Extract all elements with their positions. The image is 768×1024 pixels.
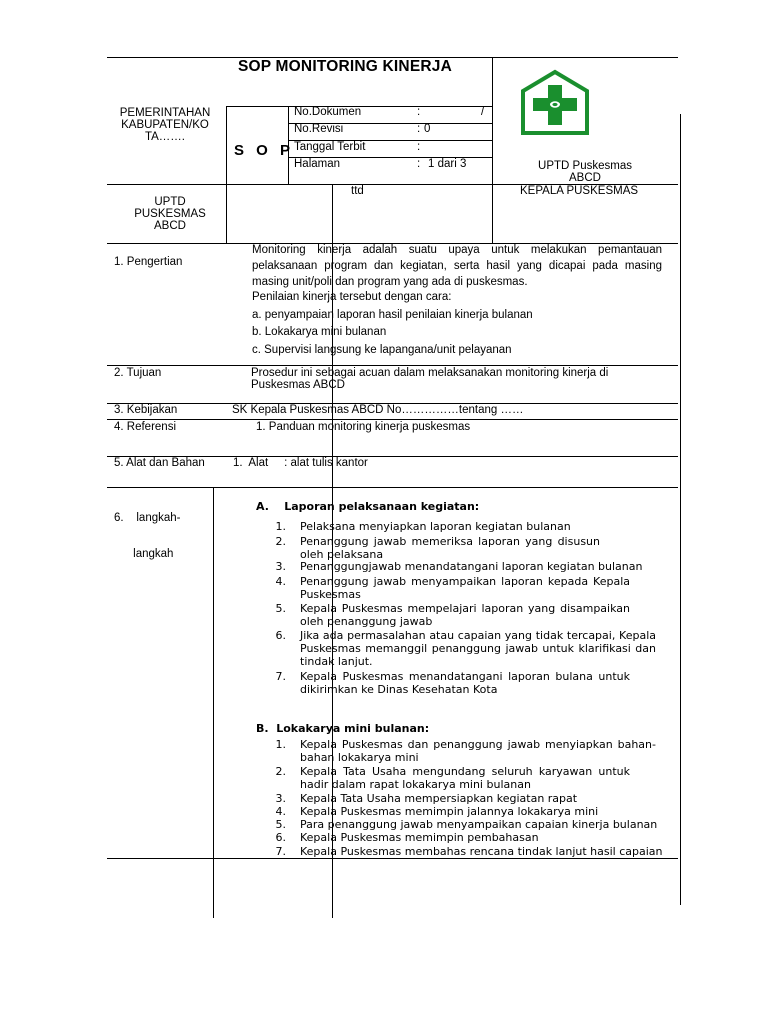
step-number: 1. [275,520,286,533]
org-line: TA……. [144,131,186,143]
meta-label: No.Dokumen [294,106,362,118]
section-line-6 [107,487,678,488]
meta-sep: : [417,141,421,153]
step-text: Jika ada permasalahan atau capaian yang tidak tercapai, Kepala Puskesmas memanggil penanggung jawab untuk klarifikasi dan tindak lanjut. [300,629,656,668]
steps-a-title: A. Laporan pelaksanaan kegiatan: [256,500,480,513]
puskesmas-logo [519,69,591,137]
signature-ttd: ttd [351,185,364,197]
langkah-label-line: langkah [114,548,174,560]
step-number: 3. [275,560,286,573]
step-number: 2. [275,765,286,778]
step-number: 4. [275,805,286,818]
steps-b-title: B. Lokakarya mini bulanan: [256,722,430,735]
step-text: Kepala Tata Usaha mempersiapkan kegiatan rapat [300,792,578,805]
section-label-kebijakan: 3. Kebijakan [114,404,178,416]
step-text: Kepala Puskesmas memimpin pembahasan [300,831,539,844]
step-number: 5. [275,602,286,615]
uptd-name-left [110,196,230,232]
label-col-line [213,488,214,918]
alat-text: 1. Alat : alat tulis kantor [233,457,368,469]
uptd-name-right [492,160,678,184]
head-title: KEPALA PUSKESMAS [520,185,639,197]
meta-sep: : [417,106,421,118]
page-title: SOP MONITORING KINERJA [238,58,452,75]
pengertian-item: b. Lokakarya mini bulanan [252,326,387,338]
pengertian-item: c. Supervisi langsung ke lapangana/unit pelayanan [252,344,512,356]
meta-value: 1 dari 3 [428,158,467,170]
uptd-line: UPTD Puskesmas [538,160,632,172]
meta-value: / [481,106,485,118]
uptd-line: UPTD [154,196,186,208]
step-text: Penanggung jawab menyampaikan laporan kepada Kepala Puskesmas [300,575,630,601]
org-line: KABUPATEN/KO [121,119,209,131]
uptd-line: ABCD [569,172,601,184]
step-text: Kepala Puskesmas membahas rencana tindak lanjut hasil capaian [300,845,663,858]
section-label-alat: 5. Alat dan Bahan [114,457,205,469]
langkah-label-line: 6. langkah- [114,512,181,524]
section-label-referensi: 4. Referensi [114,421,177,433]
bottom-line [107,858,678,859]
step-text: Kepala Puskesmas mempelajari laporan yang disampaikan oleh penanggung jawab [300,602,630,628]
meta-label: Halaman [294,158,341,170]
step-number: 5. [275,818,286,831]
section-line-2 [107,365,678,366]
step-text: Kepala Puskesmas menandatangani laporan bulana untuk dikirimkan ke Dinas Kesehatan Kota [300,670,630,696]
step-text: Pelaksana menyiapkan laporan kegiatan bulanan [300,520,571,533]
referensi-text: 1. Panduan monitoring kinerja puskesmas [256,421,471,433]
step-text: Penanggungjawab menandatangani laporan kegiatan bulanan [300,560,643,573]
puskesmas-logo-icon [519,69,591,137]
step-number: 1. [275,738,286,751]
step-number: 6. [275,629,286,642]
kebijakan-text: SK Kepala Puskesmas ABCD No……………tentang …… [232,404,524,416]
section-label-pengertian: 1. Pengertian [114,256,183,268]
step-text: Penanggung jawab memeriksa laporan yang disusun oleh pelaksana [300,535,600,561]
meta-sep: : [417,158,421,170]
sop-label: S O P [234,142,295,159]
tujuan-text: Prosedur ini sebagai acuan dalam melaksanakan monitoring kinerja di Puskesmas ABCD [251,367,609,391]
step-number: 7. [275,670,286,683]
step-text: Kepala Puskesmas dan penanggung jawab menyiapkan bahan-bahan lokakarya mini [300,738,656,764]
step-text: Kepala Tata Usaha mengundang seluruh karyawan untuk hadir dalam rapat lokakarya mini bulanan [300,765,630,791]
org-name [110,107,220,143]
section-line-4 [107,419,678,420]
step-number: 4. [275,575,286,588]
org-line: PEMERINTAHAN [119,107,211,119]
right-border [680,114,681,905]
step-text: Kepala Puskesmas memimpin jalannya lokakarya mini [300,805,599,818]
meta-value: 0 [424,123,431,135]
uptd-line: ABCD [154,220,186,232]
step-number: 6. [275,831,286,844]
logo-col-left [492,57,493,243]
step-number: 2. [275,535,286,548]
uptd-line: PUSKESMAS [134,208,206,220]
meta-sep: : [417,123,421,135]
pengertian-para: Monitoring kinerja adalah suatu upaya untuk melakukan pemantauan pelaksanaan program dan kegiatan, serta hasil yang dicapai pada masing masing unit/poli dan program yang ada di puskesmas. [252,244,662,288]
pengertian-intro: Penilaian kinerja tersebut dengan cara: [252,291,452,303]
step-number: 3. [275,792,286,805]
step-number: 7. [275,845,286,858]
meta-label: Tanggal Terbit [294,141,366,153]
section-label-langkah [114,488,180,572]
pengertian-item: a. penyampaian laporan hasil penilaian kinerja bulanan [252,309,533,321]
step-text: Para penanggung jawab menyampaikan capaian kinerja bulanan [300,818,658,831]
section-label-tujuan: 2. Tujuan [114,367,162,379]
meta-label: No.Revisi [294,123,344,135]
